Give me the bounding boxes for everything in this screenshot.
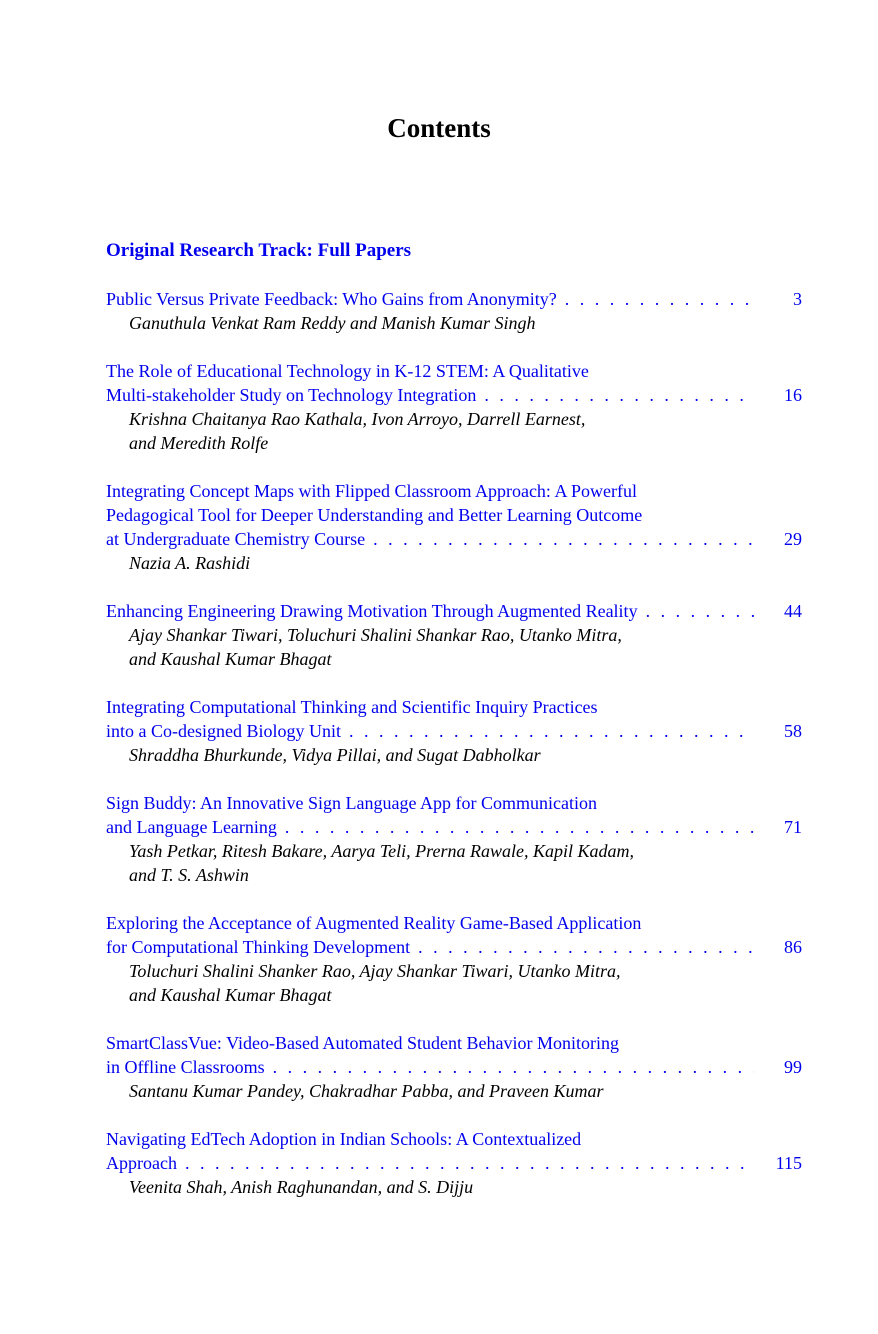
toc-entry-author-line: and Meredith Rolfe	[129, 433, 269, 453]
toc-entry-author-line: Veenita Shah, Anish Raghunandan, and S. Dijju	[129, 1177, 474, 1197]
toc-entry-title-line	[106, 527, 802, 551]
toc-entry-title-text: into a Co-designed Biology Unit	[106, 721, 341, 741]
toc-list	[106, 287, 802, 1223]
toc-entry-title-text: Enhancing Engineering Drawing Motivation Through Augmented Reality	[106, 601, 638, 621]
toc-entry-title-link[interactable]	[106, 359, 802, 407]
toc-entry-title-line	[106, 815, 802, 839]
toc-entry-title-text: Approach	[106, 1153, 177, 1173]
toc-entry-authors	[106, 1079, 802, 1103]
toc-entry-title-link[interactable]	[106, 911, 802, 959]
toc-entry-title-line	[106, 479, 802, 503]
dot-leader	[373, 527, 754, 551]
toc-entry-title-line	[106, 503, 802, 527]
toc-entry-title-line	[106, 935, 802, 959]
toc-entry-page-number: 58	[784, 721, 802, 741]
toc-entry-title-text: Exploring the Acceptance of Augmented Reality Game-Based Application	[106, 913, 642, 933]
toc-entry-page-number: 44	[784, 601, 802, 621]
toc-entry-title-line	[106, 383, 802, 407]
toc-entry-page-number: 71	[784, 817, 802, 837]
toc-entry	[106, 1031, 802, 1103]
toc-entry-title-link[interactable]	[106, 791, 802, 839]
toc-entry-title-line	[106, 287, 802, 311]
toc-entry-title-line	[106, 599, 802, 623]
toc-entry-title-text: in Offline Classrooms	[106, 1057, 265, 1077]
toc-entry-title-text: for Computational Thinking Development	[106, 937, 411, 957]
toc-entry-title-line	[106, 695, 802, 719]
toc-entry-author-line: Ajay Shankar Tiwari, Toluchuri Shalini Shankar Rao, Utanko Mitra,	[129, 625, 622, 645]
toc-entry-page-number: 86	[784, 937, 802, 957]
toc-entry-title-text: Integrating Computational Thinking and Scientific Inquiry Practices	[106, 697, 598, 717]
toc-entry-title-line	[106, 719, 802, 743]
toc-entry-authors	[106, 839, 802, 887]
toc-entry-title-line	[106, 359, 802, 383]
toc-entry-page-number: 29	[784, 529, 802, 549]
dot-leader	[285, 815, 754, 839]
toc-entry-author-line: Shraddha Bhurkunde, Vidya Pillai, and Sugat Dabholkar	[129, 745, 541, 765]
toc-entry-authors	[106, 1175, 802, 1199]
toc-entry-title-text: at Undergraduate Chemistry Course	[106, 529, 366, 549]
toc-entry	[106, 695, 802, 767]
toc-entry-title-text: Navigating EdTech Adoption in Indian Schools: A Contextualized	[106, 1129, 582, 1149]
toc-entry-title-link[interactable]	[106, 695, 802, 743]
toc-entry-title-line	[106, 1031, 802, 1055]
toc-entry	[106, 359, 802, 455]
toc-entry-title-line	[106, 1151, 802, 1175]
toc-entry	[106, 287, 802, 335]
toc-entry-author-line: Yash Petkar, Ritesh Bakare, Aarya Teli, Prerna Rawale, Kapil Kadam,	[129, 841, 634, 861]
dot-leader	[484, 383, 754, 407]
toc-entry-title-text: and Language Learning	[106, 817, 277, 837]
toc-entry-title-text: Multi-stakeholder Study on Technology Integration	[106, 385, 477, 405]
toc-entry-title-link[interactable]	[106, 287, 802, 311]
toc-entry-author-line: and Kaushal Kumar Bhagat	[129, 649, 332, 669]
dot-leader	[185, 1151, 754, 1175]
dot-leader	[349, 719, 754, 743]
toc-entry-authors	[106, 623, 802, 671]
toc-entry-title-text: Public Versus Private Feedback: Who Gains from Anonymity?	[106, 289, 557, 309]
toc-entry-author-line: Nazia A. Rashidi	[129, 553, 251, 573]
toc-entry-author-line: and T. S. Ashwin	[129, 865, 249, 885]
toc-entry-author-line: Krishna Chaitanya Rao Kathala, Ivon Arroyo, Darrell Earnest,	[129, 409, 586, 429]
toc-entry-authors	[106, 311, 802, 335]
toc-entry-page-number: 99	[784, 1057, 802, 1077]
toc-entry-author-line: Toluchuri Shalini Shanker Rao, Ajay Shankar Tiwari, Utanko Mitra,	[129, 961, 621, 981]
toc-entry-title-link[interactable]	[106, 1031, 802, 1079]
toc-entry-title-line	[106, 1127, 802, 1151]
toc-entry-title-text: SmartClassVue: Video-Based Automated Student Behavior Monitoring	[106, 1033, 619, 1053]
toc-entry-title-text: Integrating Concept Maps with Flipped Classroom Approach: A Powerful	[106, 481, 637, 501]
toc-entry-title-text: Pedagogical Tool for Deeper Understanding and Better Learning Outcome	[106, 505, 643, 525]
toc-entry-author-line: and Kaushal Kumar Bhagat	[129, 985, 332, 1005]
dot-leader	[273, 1055, 754, 1079]
toc-entry-page-number: 115	[775, 1153, 802, 1173]
toc-entry-title-text: The Role of Educational Technology in K-12 STEM: A Qualitative	[106, 361, 589, 381]
section-heading-link[interactable]: Original Research Track: Full Papers	[106, 240, 412, 261]
toc-entry-authors	[106, 551, 802, 575]
toc-entry-title-line	[106, 1055, 802, 1079]
toc-entry-title-line	[106, 791, 802, 815]
toc-entry	[106, 791, 802, 887]
toc-entry-title-line	[106, 911, 802, 935]
toc-entry-title-link[interactable]	[106, 1127, 802, 1175]
page-title: Contents	[387, 113, 491, 143]
toc-entry	[106, 911, 802, 1007]
toc-entry-author-line: Santanu Kumar Pandey, Chakradhar Pabba, and Praveen Kumar	[129, 1081, 604, 1101]
toc-entry-title-text: Sign Buddy: An Innovative Sign Language App for Communication	[106, 793, 597, 813]
toc-entry-authors	[106, 407, 802, 455]
toc-entry-page-number: 16	[784, 385, 802, 405]
toc-entry	[106, 1127, 802, 1199]
toc-entry-authors	[106, 959, 802, 1007]
toc-entry-author-line: Ganuthula Venkat Ram Reddy and Manish Kumar Singh	[129, 313, 536, 333]
toc-entry-title-link[interactable]	[106, 479, 802, 551]
toc-entry	[106, 599, 802, 671]
dot-leader	[565, 287, 754, 311]
toc-entry-title-link[interactable]	[106, 599, 802, 623]
toc-entry-page-number: 3	[793, 289, 802, 309]
dot-leader	[418, 935, 754, 959]
dot-leader	[646, 599, 754, 623]
toc-entry	[106, 479, 802, 575]
toc-entry-authors	[106, 743, 802, 767]
